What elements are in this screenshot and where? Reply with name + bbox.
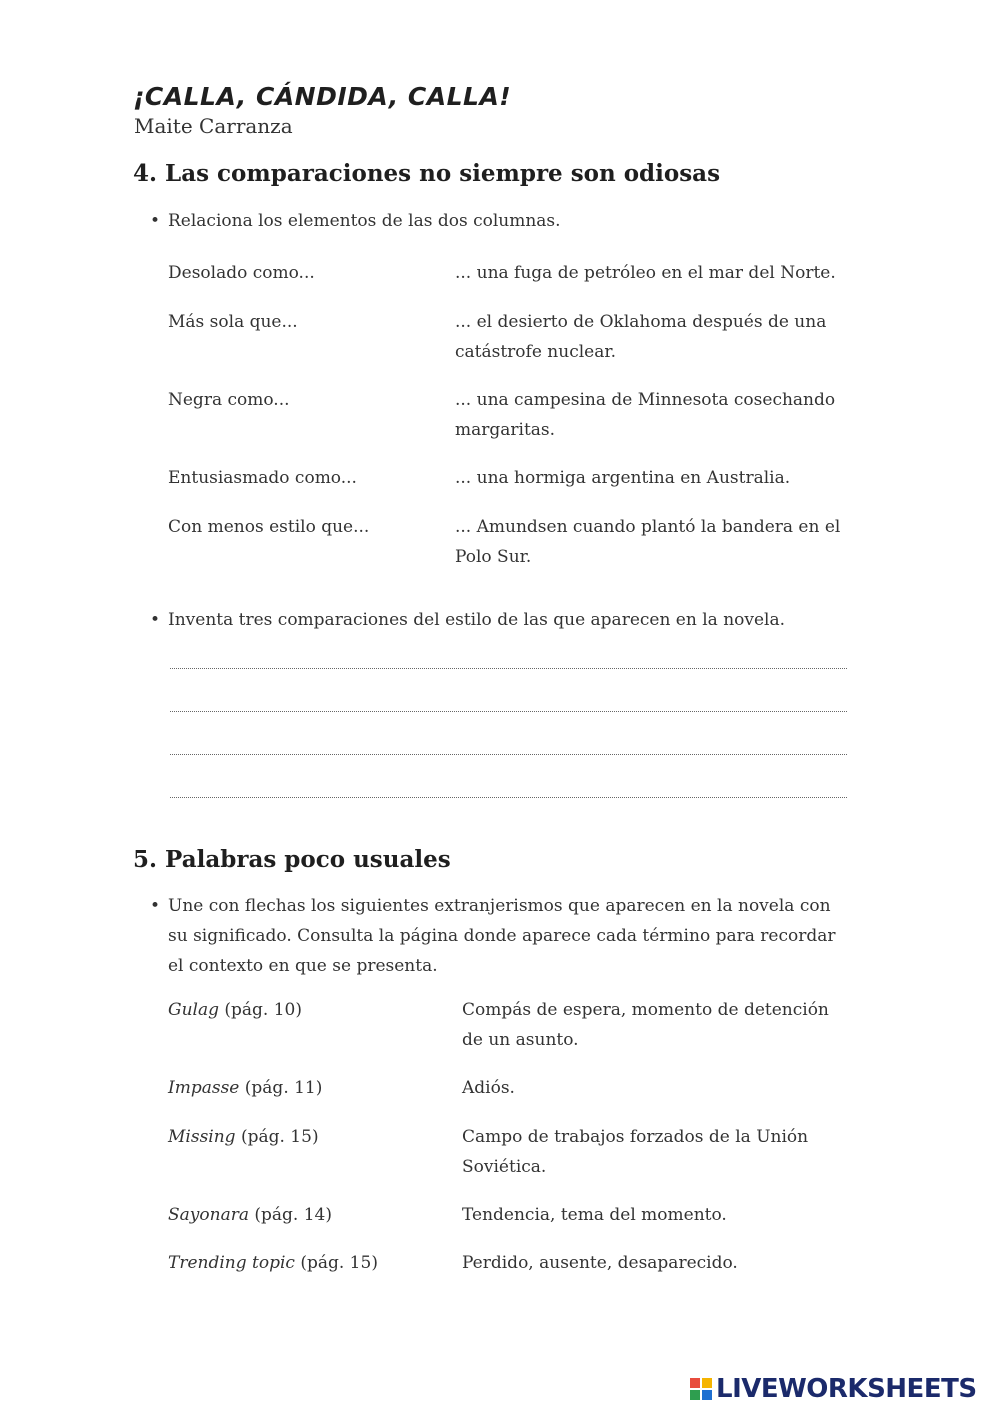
meaning-item[interactable]: Campo de trabajos forzados de la Unión Soviética. (462, 1127, 809, 1177)
comparison-left-item[interactable]: Negra como... (168, 390, 290, 410)
comparison-left-item[interactable]: Más sola que... (168, 312, 298, 332)
book-author: Maite Carranza (134, 114, 293, 138)
term-item[interactable]: Sayonara (pág. 14) (168, 1205, 332, 1225)
answer-line-3[interactable] (170, 754, 847, 755)
meaning-item[interactable]: Compás de espera, momento de detención de un asunto. (462, 1000, 829, 1050)
meaning-item[interactable]: Perdido, ausente, desaparecido. (462, 1253, 738, 1273)
comparison-right-item[interactable]: ... Amundsen cuando plantó la bandera en el Polo Sur. (455, 517, 841, 567)
comparison-left-item[interactable]: Desolado como... (168, 263, 315, 283)
comparison-right-item[interactable]: ... una hormiga argentina en Australia. (455, 468, 791, 488)
comparison-left-item[interactable]: Con menos estilo que... (168, 517, 370, 537)
section-4-instruction-1: • Relaciona los elementos de las dos columnas. (150, 206, 850, 236)
book-title: ¡CALLA, CÁNDIDA, CALLA! (133, 82, 512, 111)
bullet-icon: • (150, 610, 161, 630)
answer-line-4[interactable] (170, 797, 847, 798)
section-5-instruction: • Une con flechas los siguientes extranjerismos que aparecen en la novela con su significado. Consulta la página donde aparece cada término para recordar el contexto en que se presenta. (150, 891, 840, 981)
bullet-icon: • (150, 896, 161, 916)
term-item[interactable]: Impasse (pág. 11) (168, 1078, 323, 1098)
meaning-item[interactable]: Tendencia, tema del momento. (462, 1205, 727, 1225)
logo-text: LIVEWORKSHEETS (716, 1374, 977, 1404)
answer-line-1[interactable] (170, 668, 847, 669)
section-4-instruction-2: • Inventa tres comparaciones del estilo de las que aparecen en la novela. (150, 605, 850, 635)
term-item[interactable]: Missing (pág. 15) (168, 1127, 319, 1147)
liveworksheets-logo-icon (690, 1378, 712, 1400)
term-item[interactable]: Trending topic (pág. 15) (168, 1253, 378, 1273)
term-item[interactable]: Gulag (pág. 10) (168, 1000, 302, 1020)
meaning-item[interactable]: Adiós. (462, 1078, 515, 1098)
section-4-heading: 4. Las comparaciones no siempre son odiosas (133, 160, 721, 187)
comparison-right-item[interactable]: ... una campesina de Minnesota cosechando margaritas. (455, 390, 836, 440)
section-5-heading: 5. Palabras poco usuales (133, 846, 451, 873)
liveworksheets-logo (690, 1374, 977, 1404)
comparison-right-item[interactable]: ... el desierto de Oklahoma después de una catástrofe nuclear. (455, 312, 827, 362)
bullet-icon: • (150, 211, 161, 231)
answer-line-2[interactable] (170, 711, 847, 712)
comparison-right-item[interactable]: ... una fuga de petróleo en el mar del Norte. (455, 263, 836, 283)
comparison-left-item[interactable]: Entusiasmado como... (168, 468, 357, 488)
